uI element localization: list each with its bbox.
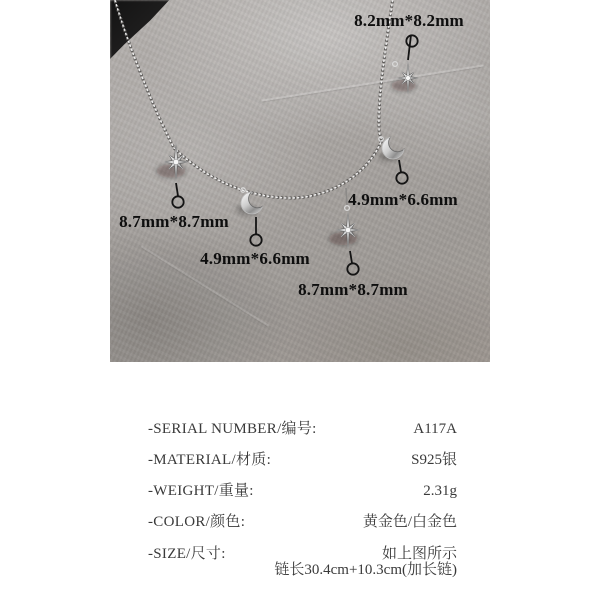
spec-value: 2.31g: [423, 483, 457, 499]
measurement-pointer: [396, 160, 407, 184]
product-photo: [110, 0, 490, 362]
spec-label: -SERIAL NUMBER/编号:: [148, 421, 317, 437]
measurement-pointer: [172, 183, 183, 208]
spec-value: 黄金色/白金色: [362, 514, 457, 530]
spec-table: [148, 414, 457, 578]
star-charm-icon: [156, 143, 188, 181]
necklace-illustration: [110, 0, 490, 362]
measurement-label: 8.2mm*8.2mm: [354, 11, 464, 30]
measurement-label: 4.9mm*6.6mm: [200, 249, 310, 268]
measurement-pointer: [347, 251, 358, 275]
spec-row-weight: [148, 476, 457, 507]
spec-label: -WEIGHT/重量:: [148, 483, 254, 499]
size-value-line2: 链长30.4cm+10.3cm(加长链): [274, 562, 457, 578]
measurement-pointer: [250, 217, 261, 246]
spec-label: -COLOR/颜色:: [148, 514, 246, 530]
measurement-pointer: [406, 35, 417, 60]
spec-row-material: [148, 445, 457, 476]
measurement-label: 4.9mm*6.6mm: [348, 190, 458, 209]
spec-row-size: [148, 538, 457, 578]
moon-charm-icon: [377, 136, 404, 162]
necklace-chain: [114, 0, 397, 210]
spec-value: [274, 546, 457, 578]
measurement-label: 8.7mm*8.7mm: [119, 212, 229, 231]
star-charm-icon: [329, 212, 360, 249]
spec-value: S925银: [411, 452, 457, 468]
spec-label: -SIZE/尺寸:: [148, 546, 226, 562]
measurement-label: 8.7mm*8.7mm: [298, 280, 408, 299]
spec-value: A117A: [413, 421, 457, 437]
spec-row-serial: [148, 414, 457, 445]
size-value-line1: 如上图所示: [381, 546, 457, 562]
spec-label: -MATERIAL/材质:: [148, 452, 272, 468]
spec-row-color: [148, 507, 457, 538]
